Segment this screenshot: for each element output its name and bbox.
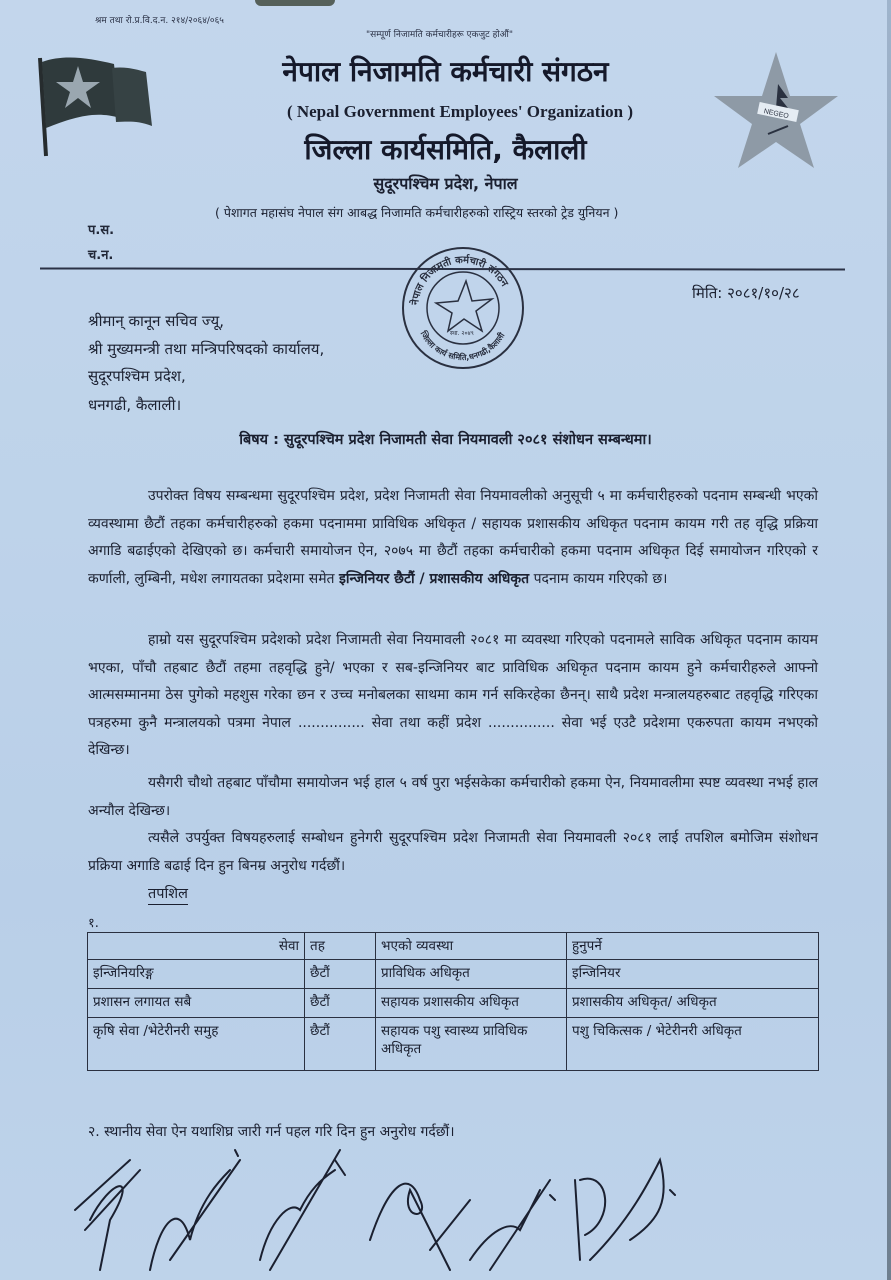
organization-name-english: ( Nepal Government Employees' Organization ) <box>286 102 634 121</box>
schedule-heading: तपशिल <box>148 883 188 905</box>
signature-icon <box>370 1184 470 1270</box>
letter-subject: बिषय : सुदूरपश्चिम प्रदेश निजामती सेवा नियमावली २०८१ संशोधन सम्बन्धमा। <box>239 432 652 448</box>
table-row <box>88 1018 819 1071</box>
body-paragraph-3: यसैगरी चौथो तहबाट पाँचौमा समायोजन भई हाल ५ वर्ष पुरा भईसकेका कर्मचारीको हकमा ऐन, नियमावलीमा स्पष्ट व्यवस्था नभई हाल अन्यौल देखिन्छ। <box>88 775 818 819</box>
registration-number: श्रम तथा रो.प्र.वि.द.न. २१४/२०६४/०६५ <box>95 16 224 26</box>
signatures-area <box>70 1140 770 1280</box>
seal-top-text: नेपाल निजामती कर्मचारी संगठन <box>410 254 510 306</box>
schedule-table <box>87 932 819 1071</box>
photo-shadow <box>255 0 335 6</box>
emblem-label: NEGEO <box>763 108 790 121</box>
recipient-line-1: श्रीमान् कानून सचिव ज्यू, <box>88 312 224 330</box>
signature-icon <box>75 1160 140 1270</box>
cell-service: कृषि सेवा /भेटेरीनरी समुह <box>88 1018 305 1071</box>
cell-current: सहायक पशु स्वास्थ्य प्राविधिक अधिकृत <box>376 1018 567 1071</box>
cell-proposed: पशु चिकित्सक / भेटेरीनरी अधिकृत <box>567 1018 819 1071</box>
schedule-item-2: २. स्थानीय सेवा ऐन यथाशिघ्र जारी गर्न पहल गरि दिन हुन अनुरोध गर्दछौं। <box>88 1124 455 1140</box>
dispatch-number-label: च.न. <box>88 248 114 263</box>
cell-level: छैटौं <box>305 960 376 989</box>
organization-name: नेपाल निजामति कर्मचारी संगठन <box>282 55 609 88</box>
seal-stamp-icon <box>398 243 528 373</box>
recipient-line-3: सुदूरपश्चिम प्रदेश, <box>88 367 186 385</box>
para1-text-a: उपरोक्त विषय सम्बन्धमा सुदूरपश्चिम प्रदेश, प्रदेश निजामती सेवा नियमावलीको अनुसूची ५ मा कर्मचारीहरुको पदनाम सम्बन्धी भएको व्यवस्थामा छैटौं तहका कर्मचारीहरुको हकमा पदनाममा प्राविधिक अधिकृत / सहायक प्रशासकीय अधिकृत पदनाम कायम गरी तह वृद्धि प्रक्रिया अगाडि बढाईएको देखिएको छ। कर्मचारी समायोजन ऐन, २०७५ मा छैटौं तहका कर्मचारीको हकमा पदनाम अधिकृत दिई समायोजन गरिएको र कर्णाली, लुम्बिनी, मधेश लगायतका प्रदेशमा समेत <box>88 488 818 587</box>
recipient-line-2: श्री मुख्यमन्त्री तथा मन्त्रिपरिषदको कार्यालय, <box>88 340 325 358</box>
cell-current: सहायक प्रशासकीय अधिकृत <box>376 989 567 1018</box>
seal-bottom-text: जिल्ला कार्य समिति,धनगढी,कैलाली <box>418 329 507 363</box>
recipient-line-4: धनगढी, कैलाली। <box>88 396 182 414</box>
column-header-level: तह <box>305 933 376 960</box>
seal-year: स्था. २०४९ <box>450 330 474 337</box>
body-paragraph-4: त्यसैले उपर्युक्त विषयहरुलाई सम्बोधन हुनेगरी सुदूरपश्चिम प्रदेश निजामती सेवा नियमावली २०८१ लाई तपशिल बमोजिम संशोधन प्रक्रिया अगाडि बढाई दिन हुन बिनम्र अनुरोध गर्दछौं। <box>88 830 818 874</box>
para1-bold: इन्जिनियर छैटौं / प्रशासकीय अधिकृत <box>339 570 530 587</box>
cell-level: छैटौं <box>305 989 376 1018</box>
column-header-service: सेवा <box>88 933 305 960</box>
signature-icon <box>470 1180 555 1270</box>
letter-date: मिति: २०८१/१०/२८ <box>692 284 800 302</box>
table-row <box>88 989 819 1018</box>
column-header-current: भएको व्यवस्था <box>376 933 567 960</box>
cell-proposed: इन्जिनियर <box>567 960 819 989</box>
para1-text-b: पदनाम कायम गरिएको छ। <box>529 570 668 587</box>
cell-service: प्रशासन लगायत सबै <box>88 989 305 1018</box>
signature-icon <box>575 1160 675 1260</box>
column-header-proposed: हुनुपर्ने <box>567 933 819 960</box>
letter-number-label: प.स. <box>88 223 115 238</box>
cell-level: छैटौं <box>305 1018 376 1071</box>
schedule-item-1-number: १. <box>88 916 99 931</box>
cell-service: इन्जिनियरिङ्ग <box>88 960 305 989</box>
body-paragraph-1 <box>88 483 818 593</box>
district-committee: जिल्ला कार्यसमिति, कैलाली <box>304 133 587 166</box>
motto: "सम्पूर्ण निजामति कर्मचारीहरू एकजुट होऔं" <box>366 30 514 40</box>
cell-current: प्राविधिक अधिकृत <box>376 960 567 989</box>
table-row <box>88 960 819 989</box>
signature-icon <box>260 1150 345 1270</box>
cell-proposed: प्रशासकीय अधिकृत/ अधिकृत <box>567 989 819 1018</box>
body-paragraph-2: हाम्रो यस सुदूरपश्चिम प्रदेशको प्रदेश निजामती सेवा नियमावली २०८१ मा व्यवस्था गरिएको पदनामले साविक अधिकृत पदनाम कायम भएका, पाँचौ तहबाट छैटौं तहमा तहवृद्धि हुने/ भएका र सब-इन्जिनियर बाट प्राविधिक अधिकृत पदनाम कायम हुने कर्मचारीहरुले आफ्नो आत्मसम्मानमा ठेस पुगेको महशुस गरेका छन र उच्च मनोबलका साथमा काम गर्न सकिरहेका छैनन्। साथै प्रदेश मन्त्रालयहरुबाट तहवृद्धि गरिएका पत्रहरुमा कुनै मन्त्रालयको पत्रमा नेपाल ............... सेवा तथा कहीं प्रदेश ............... सेवा भई एउटै प्रदेशमा एकरुपता कायम नभएको देखिन्छ। <box>88 632 818 758</box>
signature-icon <box>150 1150 240 1270</box>
union-note: ( पेशागत महासंघ नेपाल संग आबद्ध निजामति कर्मचारीहरुको रास्ट्रिय स्तरको ट्रेड युनियन ) <box>215 205 619 220</box>
table-header-row <box>88 933 819 960</box>
province: सुदूरपश्चिम प्रदेश, नेपाल <box>373 174 518 193</box>
